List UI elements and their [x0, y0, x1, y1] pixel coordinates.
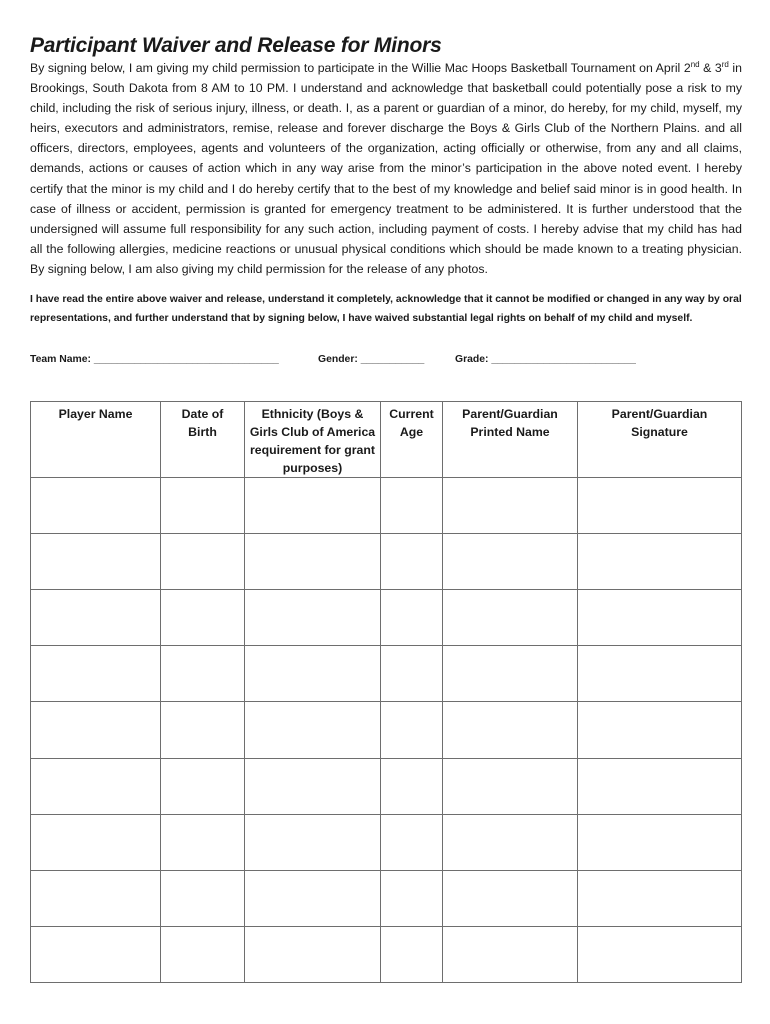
- guardian-signature-cell[interactable]: [578, 590, 742, 646]
- table-header-row: [31, 402, 742, 478]
- table-row: [31, 478, 742, 534]
- date-of-birth-cell[interactable]: [161, 590, 245, 646]
- header-current-age: Current Age: [381, 402, 443, 478]
- guardian-printed-name-cell[interactable]: [443, 814, 578, 870]
- header-guardian-printed-name: Parent/Guardian Printed Name: [443, 402, 578, 478]
- waiver-paragraph: [30, 58, 742, 279]
- guardian-signature-cell[interactable]: [578, 758, 742, 814]
- current-age-cell[interactable]: [381, 758, 443, 814]
- ethnicity-cell[interactable]: [245, 870, 381, 926]
- ethnicity-cell[interactable]: [245, 646, 381, 702]
- player-name-cell[interactable]: [31, 870, 161, 926]
- ordinal-suffix-nd: nd: [690, 59, 700, 69]
- gender-field[interactable]: Gender: ___________: [318, 354, 425, 365]
- document-title: Participant Waiver and Release for Minors: [30, 34, 442, 57]
- ethnicity-cell[interactable]: [245, 814, 381, 870]
- current-age-cell[interactable]: [381, 590, 443, 646]
- current-age-cell[interactable]: [381, 478, 443, 534]
- date-of-birth-cell[interactable]: [161, 758, 245, 814]
- guardian-printed-name-cell[interactable]: [443, 870, 578, 926]
- table-row: [31, 646, 742, 702]
- date-of-birth-cell[interactable]: [161, 926, 245, 982]
- player-name-cell[interactable]: [31, 590, 161, 646]
- guardian-signature-cell[interactable]: [578, 702, 742, 758]
- table-row: [31, 870, 742, 926]
- player-name-cell[interactable]: [31, 478, 161, 534]
- ethnicity-cell[interactable]: [245, 478, 381, 534]
- ethnicity-cell[interactable]: [245, 758, 381, 814]
- waiver-text-part-3: in Brookings, South Dakota from 8 AM to 10 PM. I understand and acknowledge that basketball could potentially pose a risk to my child, including the risk of serious injury, illness, or death. I, as a parent or guardian of a minor, do hereby, for my child, myself, my heirs, executors and administrators, remise, release and forever discharge the Boys & Girls Club of the Northern Plains. and all officers, directors, employees, agents and volunteers of the organization, acting officially or otherwise, from any and all claims, demands, actions or causes of action which in any way arise from the minor’s participation in the above noted event. I hereby certify that the minor is my child and I do hereby certify that to the best of my knowledge and belief said minor is in good health. In case of illness or accident, permission is granted for emergency treatment to be administered. It is further understood that the undersigned will assume full responsibility for any such action, including payment of costs. I hereby advise that my child has had all the following allergies, medicine reactions or unusual physical conditions which should be made known to a treating physician. By signing below, I am also giving my child permission for the release of any photos.: [30, 61, 742, 276]
- guardian-printed-name-cell[interactable]: [443, 534, 578, 590]
- player-name-cell[interactable]: [31, 702, 161, 758]
- guardian-signature-cell[interactable]: [578, 814, 742, 870]
- guardian-signature-cell[interactable]: [578, 926, 742, 982]
- ethnicity-cell[interactable]: [245, 702, 381, 758]
- date-of-birth-cell[interactable]: [161, 534, 245, 590]
- guardian-printed-name-cell[interactable]: [443, 590, 578, 646]
- table-row: [31, 534, 742, 590]
- current-age-cell[interactable]: [381, 926, 443, 982]
- player-name-cell[interactable]: [31, 758, 161, 814]
- header-ethnicity: Ethnicity (Boys & Girls Club of America requirement for grant purposes): [245, 402, 381, 478]
- player-roster-table: [30, 401, 742, 983]
- current-age-cell[interactable]: [381, 814, 443, 870]
- ethnicity-cell[interactable]: [245, 534, 381, 590]
- player-name-cell[interactable]: [31, 534, 161, 590]
- acknowledgement-paragraph: I have read the entire above waiver and release, understand it completely, acknowledge that it cannot be modified or changed in any way by oral representations, and further understand that by signing below, I have waived substantial legal rights on behalf of my child and myself.: [30, 294, 742, 324]
- date-of-birth-cell[interactable]: [161, 814, 245, 870]
- guardian-signature-cell[interactable]: [578, 646, 742, 702]
- ethnicity-cell[interactable]: [245, 590, 381, 646]
- ordinal-suffix-rd: rd: [721, 59, 729, 69]
- date-of-birth-cell[interactable]: [161, 646, 245, 702]
- guardian-printed-name-cell[interactable]: [443, 926, 578, 982]
- date-of-birth-cell[interactable]: [161, 870, 245, 926]
- current-age-cell[interactable]: [381, 534, 443, 590]
- table-row: [31, 814, 742, 870]
- guardian-signature-cell[interactable]: [578, 478, 742, 534]
- current-age-cell[interactable]: [381, 702, 443, 758]
- table-row: [31, 926, 742, 982]
- current-age-cell[interactable]: [381, 646, 443, 702]
- date-of-birth-cell[interactable]: [161, 478, 245, 534]
- player-name-cell[interactable]: [31, 646, 161, 702]
- player-name-cell[interactable]: [31, 814, 161, 870]
- table-row: [31, 758, 742, 814]
- table-row: [31, 702, 742, 758]
- guardian-printed-name-cell[interactable]: [443, 702, 578, 758]
- waiver-text-part-1: By signing below, I am giving my child permission to participate in the Willie Mac Hoops Basketball Tournament on April 2: [30, 61, 691, 75]
- header-guardian-signature: Parent/Guardian Signature: [578, 402, 742, 478]
- guardian-printed-name-cell[interactable]: [443, 758, 578, 814]
- player-name-cell[interactable]: [31, 926, 161, 982]
- current-age-cell[interactable]: [381, 870, 443, 926]
- team-name-field[interactable]: Team Name: ________________________________: [30, 354, 279, 365]
- team-info-fields: [30, 354, 742, 365]
- guardian-printed-name-cell[interactable]: [443, 646, 578, 702]
- date-of-birth-cell[interactable]: [161, 702, 245, 758]
- header-player-name: Player Name: [31, 402, 161, 478]
- table-row: [31, 590, 742, 646]
- waiver-text-part-2: & 3: [699, 61, 722, 75]
- grade-field[interactable]: Grade: _________________________: [455, 354, 636, 365]
- guardian-signature-cell[interactable]: [578, 870, 742, 926]
- header-date-of-birth: Date of Birth: [161, 402, 245, 478]
- ethnicity-cell[interactable]: [245, 926, 381, 982]
- guardian-printed-name-cell[interactable]: [443, 478, 578, 534]
- guardian-signature-cell[interactable]: [578, 534, 742, 590]
